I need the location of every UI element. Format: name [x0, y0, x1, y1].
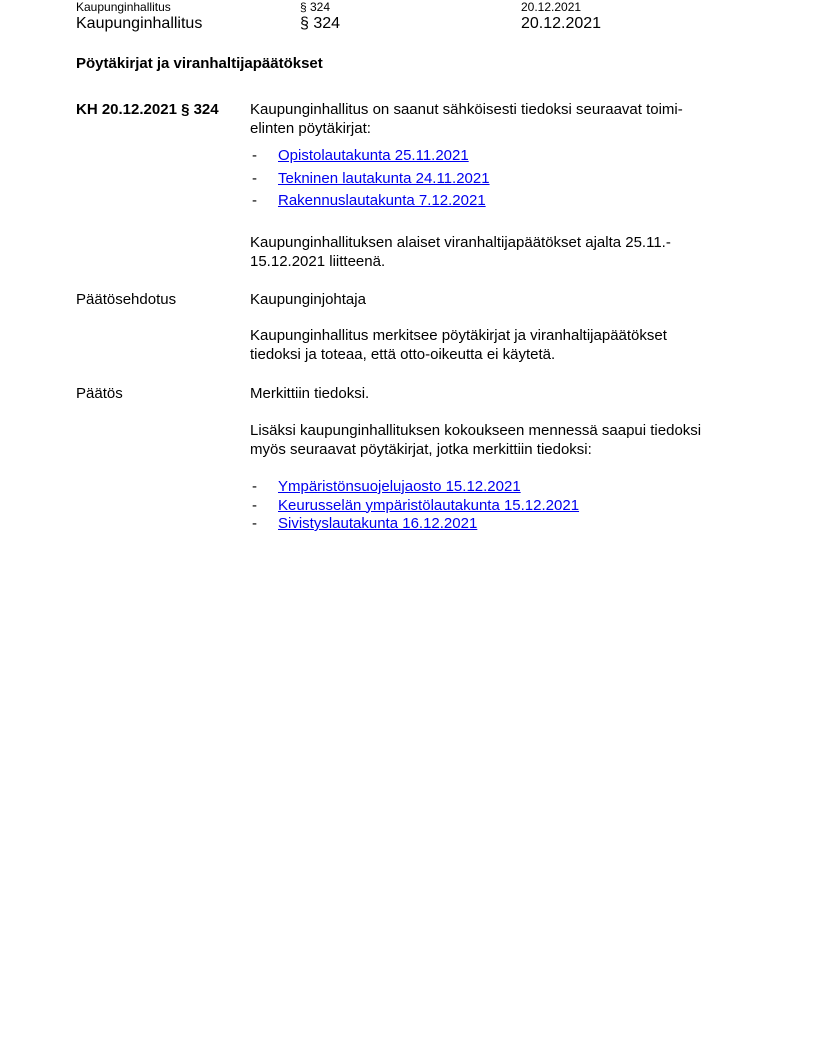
case-reference: KH 20.12.2021 § 324	[76, 101, 219, 118]
dash-bullet: -	[252, 478, 257, 495]
dash-bullet: -	[252, 515, 257, 532]
additional-link-list	[250, 478, 579, 534]
intro-paragraph	[250, 100, 750, 138]
link-opistolautakunta[interactable]: Opistolautakunta 25.11.2021	[278, 147, 469, 164]
proposal-line-2: tiedoksi ja toteaa, että otto-oikeutta ei käytetä.	[250, 346, 556, 363]
header-body: Kaupunginhallitus	[76, 15, 203, 32]
list-item	[250, 191, 490, 214]
link-ymparistonsuojelujaosto[interactable]: Ympäristönsuojelujaosto 15.12.2021	[278, 478, 521, 495]
decision-label: Päätös	[76, 385, 123, 402]
list-item	[250, 497, 579, 516]
link-keurusselan-ymparistolautakunta[interactable]: Keurusselän ympäristölautakunta 15.12.2021	[278, 496, 580, 514]
proposal-paragraph	[250, 326, 750, 364]
dash-bullet: -	[252, 192, 257, 209]
dash-bullet: -	[252, 496, 257, 514]
proposal-line-1: Kaupunginhallitus merkitsee pöytäkirjat ja viranhaltijapäätökset	[250, 327, 667, 344]
link-tekninen-lautakunta[interactable]: Tekninen lautakunta 24.11.2021	[278, 169, 490, 187]
minutes-link-list	[250, 146, 490, 214]
list-item	[250, 478, 579, 497]
officials-line-1: Kaupunginhallituksen alaiset viranhaltijapäätökset ajalta 25.11.-	[250, 234, 671, 251]
decision-text: Merkittiin tiedoksi.	[250, 385, 370, 402]
proposer: Kaupunginjohtaja	[250, 291, 366, 308]
proposal-label: Päätösehdotus	[76, 291, 177, 308]
officials-line-2: 15.12.2021 liitteenä.	[250, 253, 386, 270]
officials-paragraph	[250, 233, 750, 271]
link-sivistyslautakunta[interactable]: Sivistyslautakunta 16.12.2021	[278, 515, 478, 532]
header-small-body: Kaupunginhallitus	[76, 0, 171, 14]
header-small-section: § 324	[300, 0, 331, 14]
additional-line-2: myös seuraavat pöytäkirjat, jotka merkittiin tiedoksi:	[250, 441, 592, 458]
header-small-date: 20.12.2021	[521, 0, 582, 14]
list-item	[250, 169, 490, 192]
header-date: 20.12.2021	[521, 15, 602, 32]
additional-line-1: Lisäksi kaupunginhallituksen kokoukseen mennessä saapui tiedoksi	[250, 422, 702, 439]
intro-line-1: Kaupunginhallitus on saanut sähköisesti tiedoksi seuraavat toimi-	[250, 101, 683, 118]
list-item	[250, 515, 579, 534]
dash-bullet: -	[252, 169, 257, 187]
intro-line-2: elinten pöytäkirjat:	[250, 120, 371, 137]
link-rakennuslautakunta[interactable]: Rakennuslautakunta 7.12.2021	[278, 192, 486, 209]
list-item	[250, 146, 490, 169]
header-section: § 324	[300, 15, 341, 32]
page-title: Pöytäkirjat ja viranhaltijapäätökset	[76, 55, 323, 72]
additional-paragraph	[250, 421, 750, 459]
dash-bullet: -	[252, 147, 257, 164]
